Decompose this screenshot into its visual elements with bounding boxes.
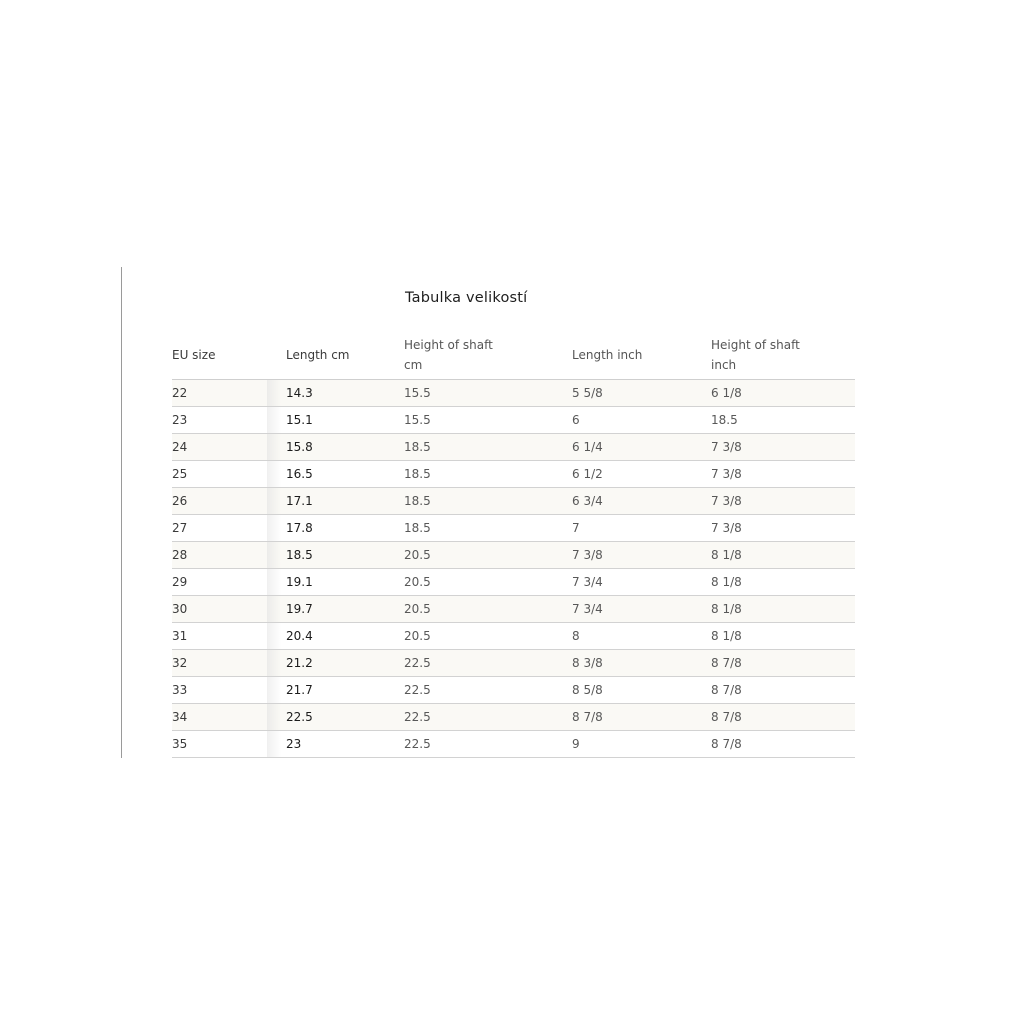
- cell-shaft-height-cm: 15.5: [404, 407, 572, 434]
- cell-length-inch: 8 7/8: [572, 704, 711, 731]
- cell-shaft-height-cm: 18.5: [404, 488, 572, 515]
- cell-shaft-height-inch: 7 3/8: [711, 434, 855, 461]
- table-header-row: [172, 330, 855, 380]
- cell-eu-size: 24: [172, 434, 267, 461]
- cell-eu-size: 33: [172, 677, 267, 704]
- cell-length-cm: 20.4: [267, 623, 404, 650]
- table-row: [172, 434, 855, 461]
- cell-length-cm: 18.5: [267, 542, 404, 569]
- cell-shaft-height-inch: 8 7/8: [711, 677, 855, 704]
- header-shaft-height-inch-text: Height of shaft inch: [711, 337, 800, 372]
- cell-shaft-height-inch: 8 7/8: [711, 731, 855, 758]
- cell-shaft-height-cm: 22.5: [404, 704, 572, 731]
- cell-length-inch: 9: [572, 731, 711, 758]
- cell-shaft-height-inch: 8 1/8: [711, 569, 855, 596]
- table-row: [172, 677, 855, 704]
- cell-length-cm: 21.7: [267, 677, 404, 704]
- cell-length-cm: 14.3: [267, 380, 404, 407]
- header-shaft-height-cm: [404, 330, 572, 380]
- cell-shaft-height-cm: 22.5: [404, 677, 572, 704]
- cell-length-cm: 23: [267, 731, 404, 758]
- cell-length-cm: 19.7: [267, 596, 404, 623]
- cell-eu-size: 35: [172, 731, 267, 758]
- cell-length-inch: 7 3/4: [572, 569, 711, 596]
- cell-length-cm: 16.5: [267, 461, 404, 488]
- header-eu-size: EU size: [172, 330, 267, 380]
- cell-length-inch: 7 3/8: [572, 542, 711, 569]
- cell-shaft-height-inch: 8 1/8: [711, 596, 855, 623]
- cell-eu-size: 26: [172, 488, 267, 515]
- cell-shaft-height-inch: 8 1/8: [711, 623, 855, 650]
- cell-length-cm: 15.1: [267, 407, 404, 434]
- header-shaft-height-cm-text: Height of shaft cm: [404, 337, 493, 372]
- cell-shaft-height-inch: 7 3/8: [711, 488, 855, 515]
- cell-eu-size: 27: [172, 515, 267, 542]
- cell-shaft-height-cm: 18.5: [404, 461, 572, 488]
- cell-length-cm: 22.5: [267, 704, 404, 731]
- cell-shaft-height-cm: 18.5: [404, 515, 572, 542]
- cell-shaft-height-cm: 20.5: [404, 623, 572, 650]
- table-row: [172, 380, 855, 407]
- header-shaft-height-inch: [711, 330, 855, 380]
- table-row: [172, 731, 855, 758]
- cell-eu-size: 28: [172, 542, 267, 569]
- cell-eu-size: 23: [172, 407, 267, 434]
- cell-length-cm: 17.1: [267, 488, 404, 515]
- cell-length-inch: 8: [572, 623, 711, 650]
- cell-eu-size: 25: [172, 461, 267, 488]
- cell-shaft-height-cm: 22.5: [404, 650, 572, 677]
- cell-shaft-height-cm: 18.5: [404, 434, 572, 461]
- cell-shaft-height-cm: 20.5: [404, 596, 572, 623]
- cell-eu-size: 30: [172, 596, 267, 623]
- left-divider-line: [121, 267, 122, 758]
- cell-length-cm: 15.8: [267, 434, 404, 461]
- cell-length-cm: 19.1: [267, 569, 404, 596]
- table-row: [172, 650, 855, 677]
- cell-eu-size: 31: [172, 623, 267, 650]
- cell-shaft-height-inch: 7 3/8: [711, 461, 855, 488]
- cell-shaft-height-cm: 22.5: [404, 731, 572, 758]
- cell-shaft-height-inch: 8 1/8: [711, 542, 855, 569]
- table-row: [172, 407, 855, 434]
- table-row: [172, 623, 855, 650]
- cell-shaft-height-inch: 8 7/8: [711, 650, 855, 677]
- cell-shaft-height-cm: 20.5: [404, 569, 572, 596]
- cell-length-inch: 6 1/4: [572, 434, 711, 461]
- cell-length-inch: 6: [572, 407, 711, 434]
- table-body: [172, 380, 855, 758]
- cell-length-inch: 7 3/4: [572, 596, 711, 623]
- cell-length-inch: 5 5/8: [572, 380, 711, 407]
- cell-length-inch: 8 3/8: [572, 650, 711, 677]
- table-row: [172, 704, 855, 731]
- cell-length-inch: 6 3/4: [572, 488, 711, 515]
- size-chart-table: [172, 330, 855, 758]
- cell-eu-size: 32: [172, 650, 267, 677]
- table-row: [172, 569, 855, 596]
- header-length-cm: Length cm: [267, 330, 404, 380]
- cell-eu-size: 29: [172, 569, 267, 596]
- cell-eu-size: 34: [172, 704, 267, 731]
- cell-shaft-height-inch: 8 7/8: [711, 704, 855, 731]
- cell-length-cm: 17.8: [267, 515, 404, 542]
- table-row: [172, 542, 855, 569]
- table-row: [172, 488, 855, 515]
- cell-length-cm: 21.2: [267, 650, 404, 677]
- size-chart-title: Tabulka velikostí: [405, 290, 528, 306]
- cell-length-inch: 7: [572, 515, 711, 542]
- cell-shaft-height-cm: 15.5: [404, 380, 572, 407]
- cell-shaft-height-cm: 20.5: [404, 542, 572, 569]
- table-row: [172, 596, 855, 623]
- table-row: [172, 461, 855, 488]
- cell-shaft-height-inch: 7 3/8: [711, 515, 855, 542]
- header-length-inch: Length inch: [572, 330, 711, 380]
- table-row: [172, 515, 855, 542]
- cell-length-inch: 6 1/2: [572, 461, 711, 488]
- cell-eu-size: 22: [172, 380, 267, 407]
- cell-length-inch: 8 5/8: [572, 677, 711, 704]
- cell-shaft-height-inch: 18.5: [711, 407, 855, 434]
- cell-shaft-height-inch: 6 1/8: [711, 380, 855, 407]
